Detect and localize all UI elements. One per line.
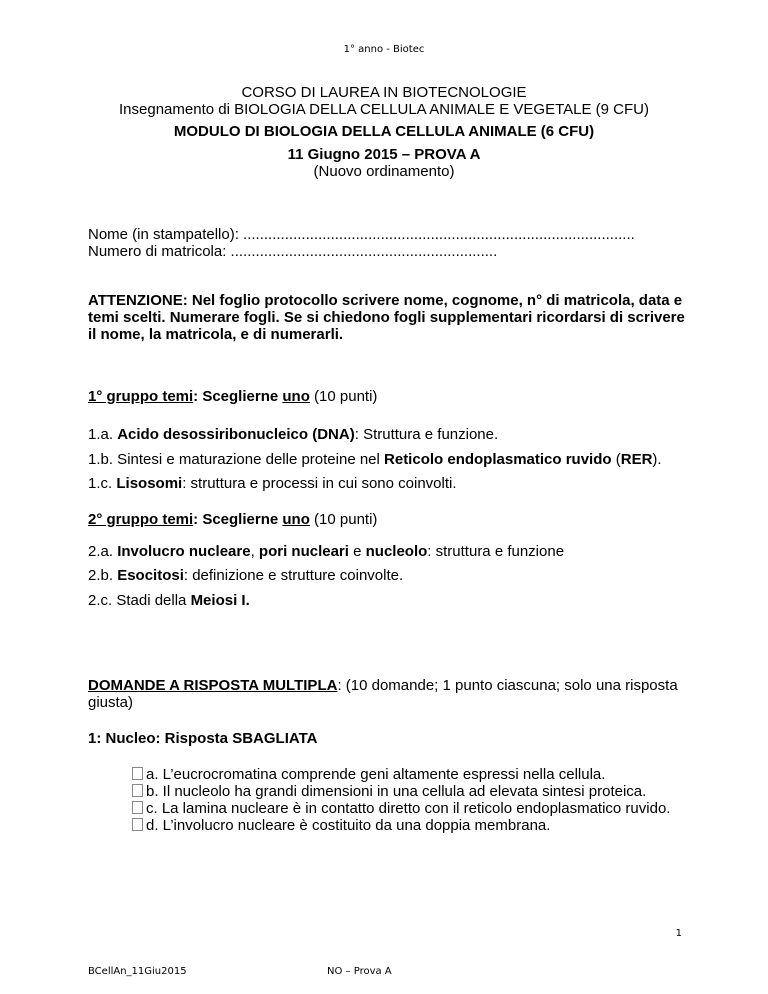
group2-heading-label: 2° gruppo temi bbox=[88, 511, 194, 528]
checkbox-icon[interactable] bbox=[132, 767, 143, 780]
group2-item-c: 2.c. Stadi della Meiosi I. bbox=[88, 592, 250, 609]
mcq-heading-continued: giusta) bbox=[88, 694, 134, 711]
question-1-option-d[interactable]: d. L’involucro nucleare è costituito da una doppia membrana. bbox=[132, 817, 550, 834]
group2-item-a: 2.a. Involucro nucleare, pori nucleari e nucleolo: struttura e funzione bbox=[88, 543, 565, 560]
attention-line-1: ATTENZIONE: Nel foglio protocollo scrivere nome, cognome, n° di matricola, data e bbox=[88, 292, 683, 309]
group1-item-a: 1.a. Acido desossiribonucleico (DNA): Struttura e funzione. bbox=[88, 426, 499, 443]
footer-document-code: BCellAn_11Giu2015 bbox=[88, 966, 187, 977]
module-title: MODULO DI BIOLOGIA DELLA CELLULA ANIMALE (6 CFU) bbox=[173, 123, 595, 140]
group1-heading-label: 1° gruppo temi bbox=[88, 388, 194, 405]
attention-line-2: temi scelti. Numerare fogli. Se si chiedono fogli supplementari ricordarsi di scrivere bbox=[88, 309, 685, 326]
question-1-option-c[interactable]: c. La lamina nucleare è in contatto diretto con il reticolo endoplasmatico ruvido. bbox=[132, 800, 670, 817]
group2-heading: 2° gruppo temi: Sceglierne uno (10 punti) bbox=[88, 511, 378, 528]
attention-line-3: il nome, la matricola, e di numerarli. bbox=[88, 326, 344, 343]
matricola-field: Numero di matricola: ................................................................ bbox=[88, 243, 498, 260]
mcq-heading: DOMANDE A RISPOSTA MULTIPLA: (10 domande; 1 punto ciascuna; solo una risposta bbox=[88, 677, 678, 694]
question-1-option-a[interactable]: a. L’eucrocromatina comprende geni altamente espressi nella cellula. bbox=[132, 766, 605, 783]
group1-item-c: 1.c. Lisosomi: struttura e processi in cui sono coinvolti. bbox=[88, 475, 457, 492]
group2-item-b: 2.b. Esocitosi: definizione e strutture coinvolte. bbox=[88, 567, 404, 584]
running-header: 1° anno - Biotec bbox=[343, 44, 425, 55]
name-field: Nome (in stampatello): .............................................................................................. bbox=[88, 226, 635, 243]
checkbox-icon[interactable] bbox=[132, 784, 143, 797]
question-1-option-b[interactable]: b. Il nucleolo ha grandi dimensioni in una cellula ad elevata sintesi proteica. bbox=[132, 783, 646, 800]
ordinamento: (Nuovo ordinamento) bbox=[313, 163, 455, 180]
course-subject: Insegnamento di BIOLOGIA DELLA CELLULA ANIMALE E VEGETALE (9 CFU) bbox=[119, 101, 649, 118]
page-number: 1 bbox=[675, 928, 682, 939]
footer-version: NO – Prova A bbox=[327, 966, 392, 977]
checkbox-icon[interactable] bbox=[132, 801, 143, 814]
group1-heading: 1° gruppo temi: Sceglierne uno (10 punti) bbox=[88, 388, 378, 405]
course-title: CORSO DI LAUREA IN BIOTECNOLOGIE bbox=[241, 84, 527, 101]
group1-item-b: 1.b. Sintesi e maturazione delle proteine nel Reticolo endoplasmatico ruvido (RER). bbox=[88, 451, 662, 468]
exam-date: 11 Giugno 2015 – PROVA A bbox=[287, 146, 481, 163]
checkbox-icon[interactable] bbox=[132, 818, 143, 831]
question-1-title: 1: Nucleo: Risposta SBAGLIATA bbox=[88, 730, 318, 747]
